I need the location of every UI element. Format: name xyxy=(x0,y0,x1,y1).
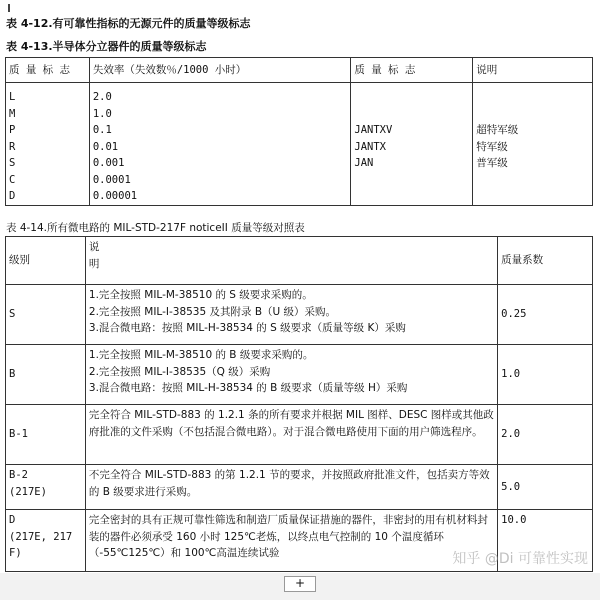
factor-cell: 5.0 xyxy=(498,465,593,510)
quality-mark-table xyxy=(5,57,593,206)
cell-text: JANTX xyxy=(354,140,386,153)
semiconductor-mark-column xyxy=(351,83,473,206)
factor-cell: 10.0 xyxy=(498,510,593,572)
description-cell: 完全密封的具有正规可靠性筛选和制造厂质量保证措施的器件，非密封的用有机材料封装的器件必须承受 160 小时 125℃老炼，以终点电气控制的 10 个温度循环（-55℃125℃）和 100℃高温连续试验 xyxy=(85,510,497,572)
sheet-footer-bar xyxy=(0,573,600,600)
table-row xyxy=(6,405,593,465)
cell-text: 0.01 xyxy=(92,140,119,153)
cell-text: 0.0001 xyxy=(92,173,131,186)
cell-text: C xyxy=(9,173,16,186)
level-cell: B-1 xyxy=(6,405,86,465)
cell-text: 0.001 xyxy=(92,157,125,169)
cell-text: 0.1 xyxy=(92,124,112,136)
watermark: 知乎 @Di 可靠性实现 xyxy=(452,551,588,567)
cell-text: P xyxy=(9,124,16,136)
table-row xyxy=(6,465,593,510)
description-cell: 1.完全按照 MIL-M-38510 的 B 级要求采购的。 2.完全按照 MIL-I-38535（Q 级）采购 3.混合微电路：按照 MIL-H-38534 的 B 级要求（质量等级 H）采购 xyxy=(85,345,497,405)
header-cell: 说明 xyxy=(473,58,593,83)
description-cell: 1.完全按照 MIL-M-38510 的 S 级要求采购的。 2.完全按照 MIL-I-38535 及其附录 B（U 级）采购。 3.混合微电路：按照 MIL-H-38534 的 S 级要求（质量等级 K）采购 xyxy=(85,285,497,345)
mark-column xyxy=(6,83,90,206)
header-cell: 质 量 标 志 xyxy=(351,58,473,83)
caption-table-4-13: 表 4-13.半导体分立器件的质量等级标志 xyxy=(6,40,207,53)
table-header-row xyxy=(6,237,593,285)
cell-text: L xyxy=(9,91,16,103)
cell-text: 0.00001 xyxy=(92,190,138,202)
factor-cell: 1.0 xyxy=(498,345,593,405)
table-row xyxy=(6,285,593,345)
cell-text: 特军级 xyxy=(476,140,508,153)
cell-text: JANTXV xyxy=(354,124,393,136)
header-cell: 质量系数 xyxy=(498,237,593,285)
level-cell: D (217E, 217 F) xyxy=(6,510,86,572)
caption-table-4-12: 表 4-12.有可靠性指标的无源元件的质量等级标志 xyxy=(6,17,251,30)
cell-text: 1.0 xyxy=(92,107,112,120)
microcircuit-quality-table xyxy=(5,236,593,572)
header-cell: 说 明 xyxy=(85,237,497,285)
corner-mark xyxy=(8,4,10,12)
header-cell: 失效率（失效数％/1000 小时） xyxy=(89,58,351,83)
note-column xyxy=(473,83,593,206)
level-cell: B-2 (217E) xyxy=(6,465,86,510)
cell-text: S xyxy=(9,157,16,169)
caption-table-4-14: 表 4-14.所有微电路的 MIL-STD-217F noticeII 质量等级对照表 xyxy=(6,222,305,234)
level-cell: S xyxy=(6,285,86,345)
add-sheet-button[interactable]: + xyxy=(284,576,316,592)
description-cell: 不完全符合 MIL-STD-883 的第 1.2.1 节的要求，并按照政府批准文件，包括卖方等效的 B 级要求进行采购。 xyxy=(85,465,497,510)
factor-cell: 2.0 xyxy=(498,405,593,465)
cell-text: D xyxy=(9,190,16,202)
level-cell: B xyxy=(6,345,86,405)
failure-rate-column xyxy=(89,83,351,206)
cell-text: 2.0 xyxy=(92,91,112,103)
header-cell: 质 量 标 志 xyxy=(6,58,90,83)
cell-text: 超特军级 xyxy=(476,124,519,136)
header-cell: 级别 xyxy=(6,237,86,285)
cell-text: M xyxy=(9,107,16,120)
cell-text: JAN xyxy=(354,157,374,169)
table-row xyxy=(6,83,593,206)
cell-text: R xyxy=(9,140,16,153)
table-header-row xyxy=(6,58,593,83)
table-row xyxy=(6,345,593,405)
factor-cell: 0.25 xyxy=(498,285,593,345)
description-cell: 完全符合 MIL-STD-883 的 1.2.1 条的所有要求并根据 MIL 图样、DESC 图样或其他政府批准的文件采购（不包括混合微电路）。对于混合微电路使用下面的用户筛选程序。 xyxy=(85,405,497,465)
cell-text: 普军级 xyxy=(476,157,508,169)
